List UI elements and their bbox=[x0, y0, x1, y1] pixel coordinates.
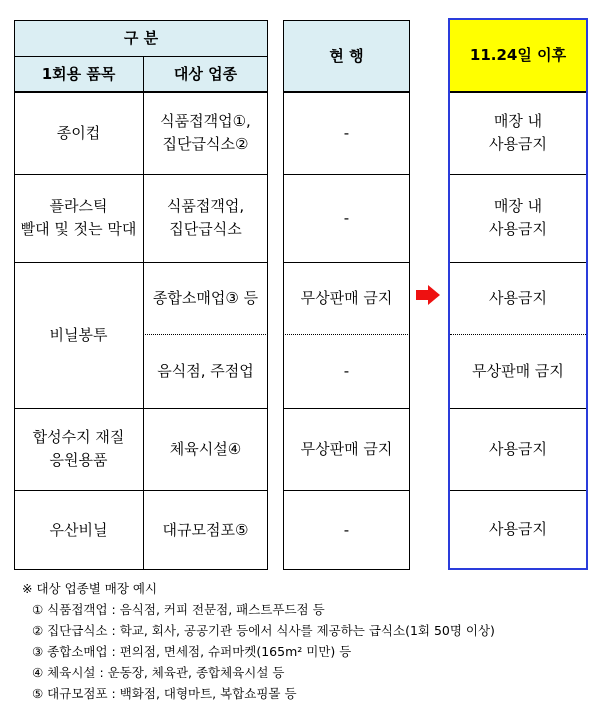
business-cell: 체육시설④ bbox=[169, 439, 242, 458]
after-cell: 무상판매 금지 bbox=[472, 361, 564, 380]
item-cell: 합성수지 재질 응원용품 bbox=[32, 428, 125, 469]
business-cell: 음식점, 주점업 bbox=[157, 361, 254, 380]
note-item: ③ 종합소매업 : 편의점, 면세점, 슈퍼마켓(165m² 미만) 등 bbox=[32, 644, 352, 659]
header-after: 11.24일 이후 bbox=[450, 20, 586, 91]
item-cell: 비닐봉투 bbox=[49, 325, 108, 344]
current-cell: - bbox=[343, 123, 350, 142]
item-cell: 종이컵 bbox=[56, 123, 101, 142]
note-item: ⑤ 대규모점포 : 백화점, 대형마트, 복합쇼핑몰 등 bbox=[32, 686, 297, 701]
header-business: 대상 업종 bbox=[143, 56, 268, 92]
note-item: ④ 체육시설 : 운동장, 체육관, 종합체육시설 등 bbox=[32, 665, 285, 680]
header-item: 1회용 품목 bbox=[14, 56, 143, 92]
note-item: ① 식품접객업 : 음식점, 커피 전문점, 패스트푸드점 등 bbox=[32, 602, 325, 617]
notes-title: ※ 대상 업종별 매장 예시 bbox=[22, 581, 158, 596]
after-cell: 사용금지 bbox=[489, 519, 547, 538]
business-cell: 대규모점포⑤ bbox=[162, 520, 249, 539]
highlight-box bbox=[448, 18, 588, 570]
after-cell: 매장 내 사용금지 bbox=[489, 112, 547, 153]
after-cell: 매장 내 사용금지 bbox=[489, 197, 547, 238]
current-cell: - bbox=[343, 208, 350, 227]
after-cell: 사용금지 bbox=[489, 288, 547, 307]
header-current: 현 행 bbox=[283, 20, 410, 92]
current-cell: - bbox=[343, 361, 350, 380]
current-cell: 무상판매 금지 bbox=[300, 288, 393, 307]
business-cell: 식품접객업, 집단급식소 bbox=[166, 197, 245, 238]
business-cell: 식품접객업①, 집단급식소② bbox=[160, 112, 251, 153]
red-right-arrow-icon bbox=[416, 285, 440, 309]
after-cell: 사용금지 bbox=[489, 439, 547, 458]
header-gubun: 구 분 bbox=[14, 20, 268, 56]
footnotes bbox=[22, 578, 592, 704]
current-cell: 무상판매 금지 bbox=[300, 439, 393, 458]
item-cell: 우산비닐 bbox=[49, 520, 108, 539]
current-cell: - bbox=[343, 520, 350, 539]
note-item: ② 집단급식소 : 학교, 회사, 공공기관 등에서 식사를 제공하는 급식소(1회 50명 이상) bbox=[32, 623, 495, 638]
business-cell: 종합소매업③ 등 bbox=[152, 288, 259, 307]
item-cell: 플라스틱 빨대 및 젓는 막대 bbox=[20, 197, 137, 238]
